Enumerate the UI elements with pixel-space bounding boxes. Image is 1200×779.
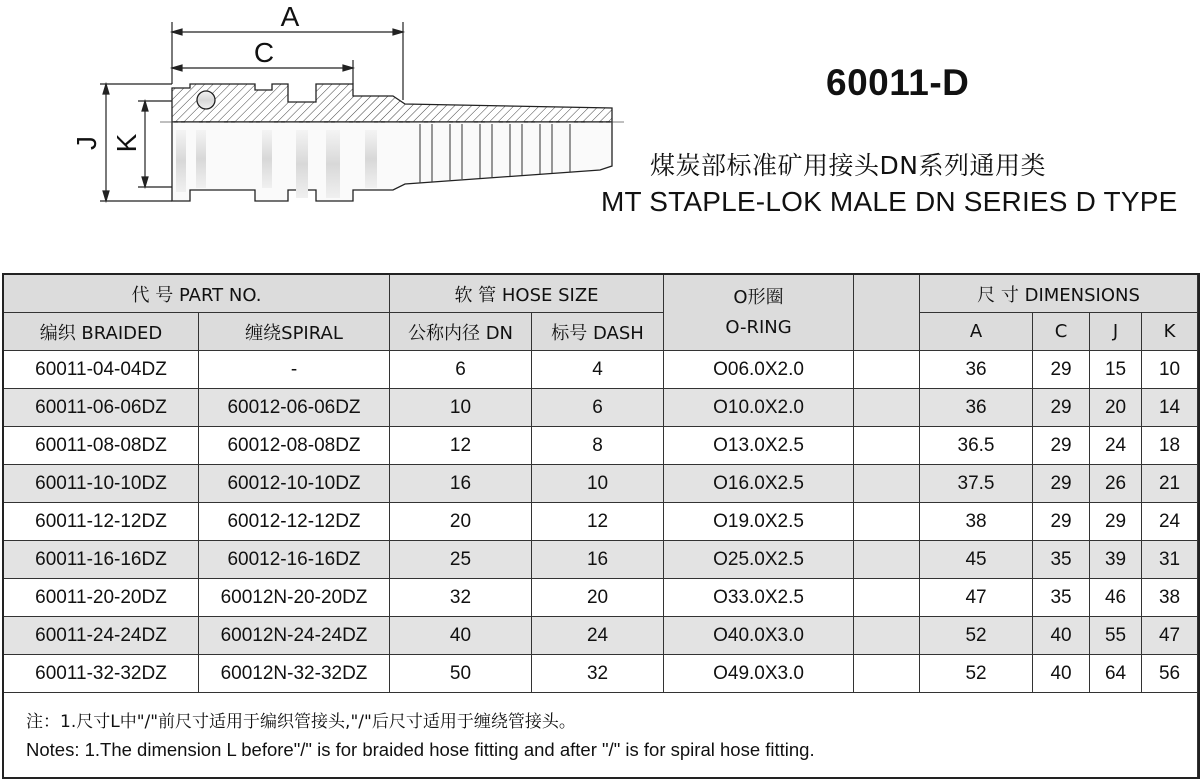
cell-a: 52: [920, 617, 1033, 655]
cell-j: 15: [1090, 351, 1142, 389]
note-english: Notes: 1.The dimension L before"/" is for braided hose fitting and after "/" is for spiral hose fitting.: [26, 738, 815, 760]
table-row: [4, 427, 1198, 465]
cell-oring: O19.0X2.5: [664, 503, 854, 541]
cell-blank: [854, 541, 920, 579]
cell-blank: [854, 389, 920, 427]
header-dash: 标号 DASH: [532, 313, 664, 351]
cell-k: 24: [1142, 503, 1198, 541]
cell-k: 14: [1142, 389, 1198, 427]
cell-c: 40: [1033, 617, 1090, 655]
cell-c: 29: [1033, 427, 1090, 465]
cell-j: 26: [1090, 465, 1142, 503]
cell-k: 38: [1142, 579, 1198, 617]
cell-blank: [854, 617, 920, 655]
cell-braided: 60011-16-16DZ: [4, 541, 199, 579]
cell-c: 29: [1033, 465, 1090, 503]
cell-j: 20: [1090, 389, 1142, 427]
dimension-label-j: J: [71, 136, 102, 150]
notes-row: [4, 693, 1198, 779]
cell-j: 39: [1090, 541, 1142, 579]
cell-blank: [854, 351, 920, 389]
cell-k: 18: [1142, 427, 1198, 465]
dimension-k: [138, 101, 172, 187]
dimension-label-c: C: [253, 37, 275, 68]
header-spiral: 缠绕SPIRAL: [199, 313, 390, 351]
cell-dash: 4: [532, 351, 664, 389]
cell-c: 29: [1033, 351, 1090, 389]
title-english: MT STAPLE-LOK MALE DN SERIES D TYPE: [601, 186, 1178, 217]
cell-oring: O13.0X2.5: [664, 427, 854, 465]
cell-braided: 60011-12-12DZ: [4, 503, 199, 541]
cell-braided: 60011-08-08DZ: [4, 427, 199, 465]
cell-c: 29: [1033, 389, 1090, 427]
cell-dash: 6: [532, 389, 664, 427]
cell-braided: 60011-10-10DZ: [4, 465, 199, 503]
o-ring-shape: [197, 91, 215, 109]
cell-c: 35: [1033, 541, 1090, 579]
cell-dn: 12: [390, 427, 532, 465]
sub-header-row: [4, 313, 1198, 351]
cell-blank: [854, 465, 920, 503]
table-row: [4, 541, 1198, 579]
cell-dn: 40: [390, 617, 532, 655]
header-blank: [854, 275, 920, 351]
cell-braided: 60011-32-32DZ: [4, 655, 199, 693]
cell-c: 40: [1033, 655, 1090, 693]
header-dn: 公称内径 DN: [390, 313, 532, 351]
header-c: C: [1033, 313, 1090, 351]
cell-dn: 32: [390, 579, 532, 617]
header-oring: [664, 275, 854, 351]
cell-dash: 10: [532, 465, 664, 503]
title-chinese: 煤炭部标准矿用接头DN系列通用类: [650, 151, 1046, 180]
table-row: [4, 617, 1198, 655]
cell-oring: O49.0X3.0: [664, 655, 854, 693]
header-oring-en: O-RING: [725, 316, 792, 338]
cell-j: 29: [1090, 503, 1142, 541]
group-header-row: [4, 275, 1198, 313]
cell-dn: 16: [390, 465, 532, 503]
cell-dn: 50: [390, 655, 532, 693]
cell-oring: O10.0X2.0: [664, 389, 854, 427]
table-row: [4, 465, 1198, 503]
cell-a: 38: [920, 503, 1033, 541]
cell-blank: [854, 655, 920, 693]
cell-c: 29: [1033, 503, 1090, 541]
dimension-label-a: A: [280, 1, 300, 32]
cell-oring: O33.0X2.5: [664, 579, 854, 617]
header-a: A: [920, 313, 1033, 351]
cell-a: 36: [920, 351, 1033, 389]
table-row: [4, 389, 1198, 427]
cell-a: 36.5: [920, 427, 1033, 465]
cell-dn: 10: [390, 389, 532, 427]
cell-dash: 16: [532, 541, 664, 579]
cell-dn: 20: [390, 503, 532, 541]
cell-dash: 8: [532, 427, 664, 465]
model-code: 60011-D: [826, 62, 970, 103]
cell-c: 35: [1033, 579, 1090, 617]
cell-spiral: -: [199, 351, 390, 389]
cell-j: 64: [1090, 655, 1142, 693]
cell-k: 10: [1142, 351, 1198, 389]
header-oring-cn: O形圈: [733, 286, 784, 308]
cell-k: 47: [1142, 617, 1198, 655]
cell-spiral: 60012N-32-32DZ: [199, 655, 390, 693]
header-k: K: [1142, 313, 1198, 351]
cell-braided: 60011-24-24DZ: [4, 617, 199, 655]
table-row: [4, 579, 1198, 617]
cell-spiral: 60012-12-12DZ: [199, 503, 390, 541]
cell-spiral: 60012-16-16DZ: [199, 541, 390, 579]
cell-j: 55: [1090, 617, 1142, 655]
cell-spiral: 60012N-24-24DZ: [199, 617, 390, 655]
spec-table: [3, 274, 1198, 779]
cell-a: 37.5: [920, 465, 1033, 503]
table-row: [4, 503, 1198, 541]
dimension-label-k: K: [111, 133, 142, 153]
cell-k: 31: [1142, 541, 1198, 579]
cell-oring: O16.0X2.5: [664, 465, 854, 503]
cell-braided: 60011-04-04DZ: [4, 351, 199, 389]
cell-blank: [854, 427, 920, 465]
cell-a: 45: [920, 541, 1033, 579]
fitting-body: [160, 84, 625, 201]
cell-spiral: 60012-06-06DZ: [199, 389, 390, 427]
cell-dn: 6: [390, 351, 532, 389]
cell-braided: 60011-06-06DZ: [4, 389, 199, 427]
header-dimensions: 尺 寸 DIMENSIONS: [920, 275, 1198, 313]
cell-k: 56: [1142, 655, 1198, 693]
cell-spiral: 60012-08-08DZ: [199, 427, 390, 465]
cell-j: 46: [1090, 579, 1142, 617]
header-part-no: 代 号 PART NO.: [4, 275, 390, 313]
cell-spiral: 60012-10-10DZ: [199, 465, 390, 503]
table-row: [4, 655, 1198, 693]
header-hose-size: 软 管 HOSE SIZE: [390, 275, 664, 313]
table-row: [4, 351, 1198, 389]
cell-dash: 20: [532, 579, 664, 617]
cell-dash: 12: [532, 503, 664, 541]
cell-j: 24: [1090, 427, 1142, 465]
cell-a: 47: [920, 579, 1033, 617]
cell-spiral: 60012N-20-20DZ: [199, 579, 390, 617]
notes-cell: [4, 693, 1198, 779]
note-chinese: 注：1.尺寸L中"/"前尺寸适用于编织管接头,"/"后尺寸适用于缠绕管接头。: [26, 711, 576, 732]
fitting-drawing: [0, 0, 640, 230]
cell-dash: 32: [532, 655, 664, 693]
cell-dash: 24: [532, 617, 664, 655]
cell-blank: [854, 579, 920, 617]
cell-oring: O40.0X3.0: [664, 617, 854, 655]
cell-a: 52: [920, 655, 1033, 693]
cell-oring: O06.0X2.0: [664, 351, 854, 389]
header-j: J: [1090, 313, 1142, 351]
cell-k: 21: [1142, 465, 1198, 503]
cell-oring: O25.0X2.5: [664, 541, 854, 579]
cell-braided: 60011-20-20DZ: [4, 579, 199, 617]
cell-blank: [854, 503, 920, 541]
cell-a: 36: [920, 389, 1033, 427]
header-braided: 编织 BRAIDED: [4, 313, 199, 351]
cell-dn: 25: [390, 541, 532, 579]
